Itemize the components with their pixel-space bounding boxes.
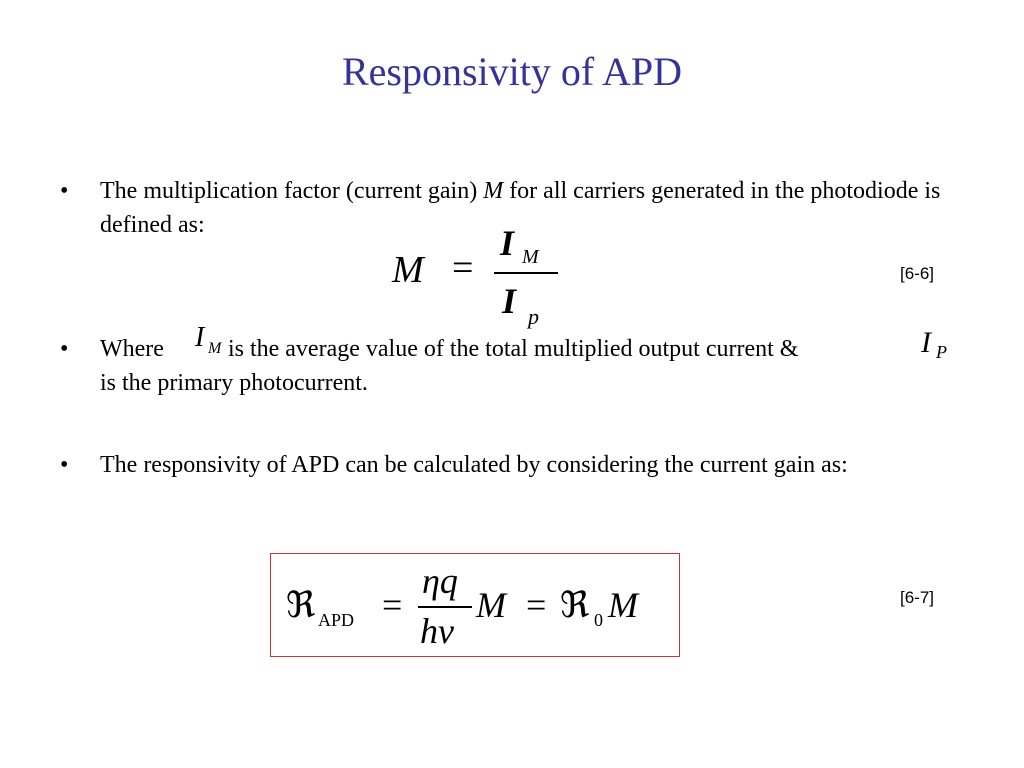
eq67-r-symbol-2: ℜ — [560, 585, 590, 625]
bullet-3-text: The responsivity of APD can be calculated by considering the current gain as: — [100, 452, 848, 478]
bullet-1-text-before: The multiplication factor (current gain) — [100, 178, 484, 204]
equation-ref-6-6: [6-6] — [900, 264, 935, 283]
inline-ip-var: I — [921, 326, 931, 359]
bullet-marker-3: • — [60, 452, 69, 478]
eq67-m2: M — [608, 585, 638, 625]
eq66-equals: = — [452, 247, 474, 289]
eq67-den: hν — [420, 611, 454, 651]
eq66-fraction-bar — [494, 272, 558, 274]
bullet-2-text-end: is the primary photocurrent. — [100, 370, 368, 396]
inline-ip-sub: P — [936, 342, 947, 362]
bullet-1-var-m: M — [483, 178, 504, 204]
eq67-equals-2: = — [526, 585, 547, 625]
eq67-r-sub: APD — [318, 610, 355, 630]
inline-im-var: I — [195, 322, 205, 353]
bullet-1-text — [100, 174, 960, 242]
bullet-2-text-mid: is the average value of the total multiplied output current & — [221, 336, 805, 362]
eq66-lhs: M — [392, 249, 424, 291]
eq67-num: ηq — [422, 561, 458, 601]
bullet-marker-2: • — [60, 336, 69, 362]
eq67-equals: = — [382, 585, 403, 625]
eq67-m1: M — [476, 585, 506, 625]
eq66-den-sub: p — [528, 304, 539, 329]
eq66-den-var: I — [502, 281, 517, 321]
eq67-r-symbol: ℜ — [286, 585, 316, 625]
equation-ref-6-7: [6-7] — [900, 588, 935, 607]
inline-im-sub: M — [208, 340, 222, 357]
slide-title: Responsivity of APD — [341, 49, 683, 94]
eq66-num-sub: M — [522, 246, 539, 268]
eq67-fraction-bar — [418, 606, 472, 608]
bullet-1-text-after: for all carriers generated in the photodiode is defined as: — [100, 178, 941, 238]
bullet-marker-1: • — [60, 178, 69, 204]
bullet-2-where: Where — [100, 336, 164, 362]
eq66-num-var: I — [500, 223, 515, 263]
bullet-2-text — [100, 332, 960, 400]
eq67-r-sub-2: 0 — [594, 610, 603, 630]
